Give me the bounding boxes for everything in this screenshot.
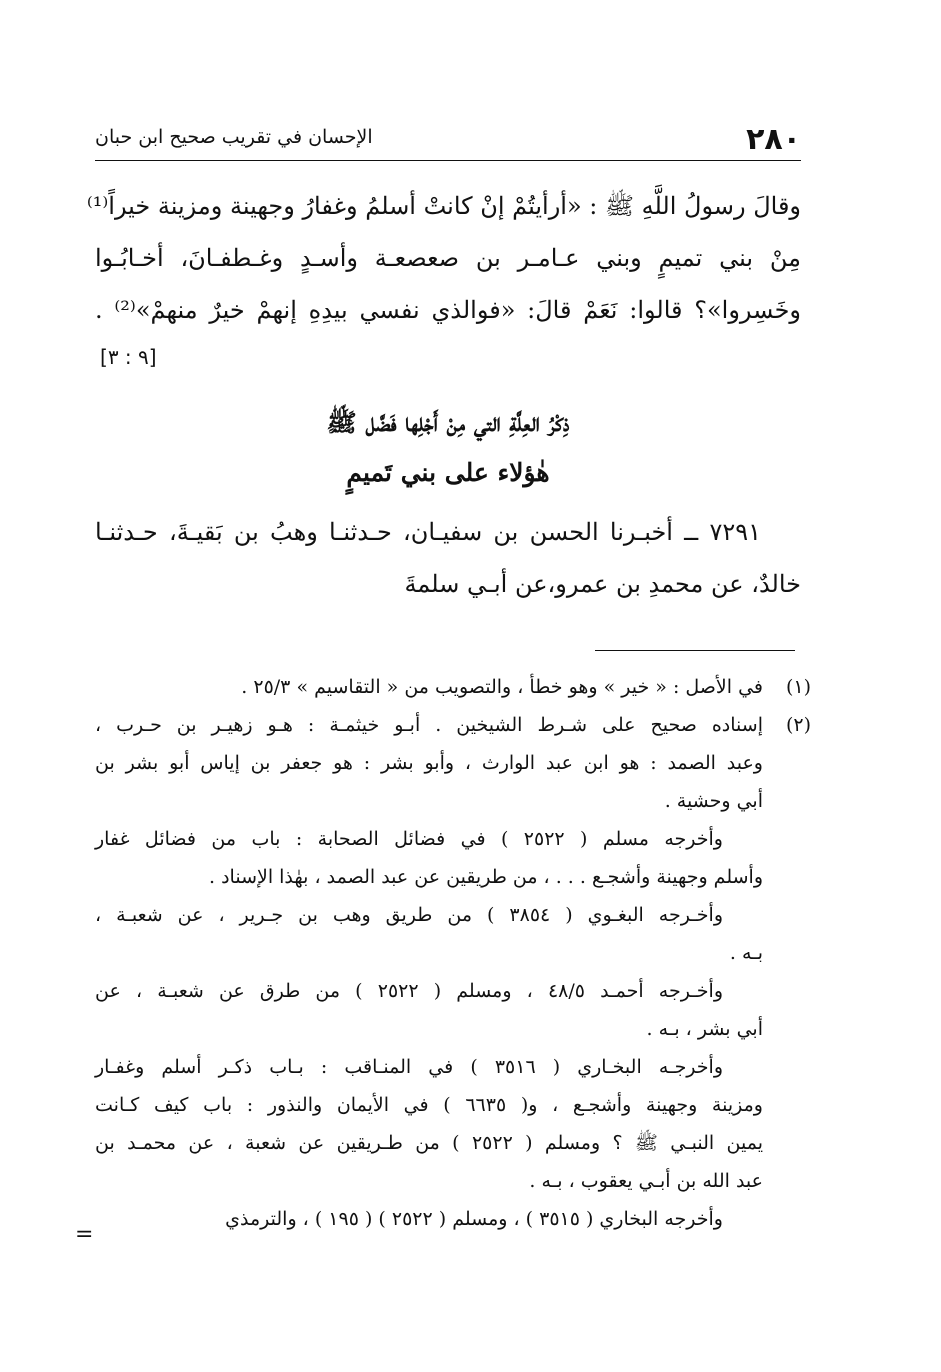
para-5-line-4: عبد الله بن أبـي يعقوب ، بـه . xyxy=(529,1170,763,1192)
hadith-text xyxy=(86,180,801,336)
continuation-mark: = xyxy=(75,1222,94,1247)
hadith-line-1: وقالَ رسولُ اللَّهِ ﷺ : «أرأيتُمْ إنْ كانتْ أسلمُ وغفارُ وجهينة ومزينة خيراً⁽¹⁾ xyxy=(86,192,801,220)
section-heading-line-1: ذِكْرُ العِلَّةِ التي مِنْ أَجْلِها فَضَّل ﷺ xyxy=(326,408,570,437)
next-hadith xyxy=(95,506,801,610)
footnote-2-para-muslim xyxy=(95,820,811,896)
footnote-1-number: (١) xyxy=(785,676,811,698)
para-5-line-1: وأخرجـه البخـاري ( ٣٥١٦ ) في المنـاقب : بـاب ذكـر أسلم وغفـار xyxy=(95,1056,723,1078)
footnote-2-para-ahmad xyxy=(95,972,811,1048)
header-rule xyxy=(95,160,801,161)
running-title: الإحسان في تقريب صحيح ابن حبان xyxy=(95,126,373,148)
para-2-line-1: وأخرجه مسلم ( ٢٥٢٢ ) في فضائل الصحابة : باب من فضائل غفار xyxy=(95,828,723,850)
para-5-line-2: ومزينة وجهينة وأشجـع ، و( ٦٦٣٥ ) في الأيمان والنذور : باب كيف كـانت xyxy=(95,1094,763,1116)
footnote-2-line-2: وعبد الصمد : هو ابن عبد الوارث ، وأبو بشر : هو جعفر بن إياس أبو بشر بن xyxy=(95,752,763,774)
hadith-line-2: مِنْ بني تميمٍ وبني عـامـر بن صعصعـة وأسـدٍ وغـطفـانَ، أخـابُـوا xyxy=(95,244,801,272)
footnote-2-para-baghawi xyxy=(95,896,811,972)
section-heading xyxy=(95,398,801,498)
footnote-1-text: في الأصل : « خير » وهو خطأ ، والتصويب من « التقاسيم » ٢٥/٣ . xyxy=(241,676,763,698)
para-4-line-1: وأخـرجه أحمـد ٤٨/٥ ، ومسلم ( ٢٥٢٢ ) من طرق عن شعبـة ، عن xyxy=(95,980,723,1002)
footnote-1 xyxy=(95,668,811,706)
para-3-line-2: بـه . xyxy=(729,942,763,964)
page-header xyxy=(95,118,801,158)
next-hadith-line-1: ٧٢٩١ ــ أخبـرنا الحسن بن سفيـان، حـدثنـا وهبُ بن بَقيـةَ، حـدثنـا xyxy=(95,518,761,546)
section-heading-line-2: هٰؤلاء على بني تَميمٍ xyxy=(346,458,550,487)
footnote-2-number: (٢) xyxy=(785,714,811,736)
para-3-line-1: وأخـرجه البغـوي ( ٣٨٥٤ ) من طريق وهب بن جـرير ، عن شعبـة ، xyxy=(95,904,723,926)
reference-bracket: [٩ : ٣] xyxy=(100,345,157,369)
footnote-2-line-1: إسناده صحيح على شـرط الشيخين . أبـو خيثمـة : هـو زهيـر بن حـرب ، xyxy=(95,714,763,736)
para-6-line-1: وأخرجه البخاري ( ٣٥١٥ ) ، ومسلم ( ٢٥٢٢ ) ( ١٩٥ ) ، والترمذي xyxy=(225,1208,723,1230)
footnote-2-para-tirmidhi xyxy=(95,1200,811,1238)
page-number: ٢٨٠ xyxy=(746,122,801,157)
para-2-line-2: وأسلم وجهينة وأشجـع . . . ، من طريقين عن عبد الصمد ، بهٰذا الإسناد . xyxy=(209,866,763,888)
footnote-2 xyxy=(95,706,811,820)
footnote-2-para-bukhari xyxy=(95,1048,811,1200)
para-4-line-2: أبي بشر ، بـه . xyxy=(646,1018,763,1040)
footnotes xyxy=(95,668,811,1238)
footnote-rule xyxy=(595,650,795,651)
para-5-line-3: يمين النبـي ﷺ ؟ ومسلم ( ٢٥٢٢ ) من طـريقين عن شعبة ، عن محمـد بن xyxy=(95,1132,763,1154)
hadith-line-3: وخَسِروا»؟ قالوا: نَعَمْ قالَ: «فوالذي نفسي بيدِهِ إنهمْ خيرٌ منهمْ»⁽²⁾ . xyxy=(95,296,801,324)
next-hadith-line-2: خالدٌ، عن محمدِ بن عمرو،عن أبـي سلمةَ xyxy=(404,570,801,598)
footnote-2-line-3: أبي وحشية . xyxy=(664,790,763,812)
